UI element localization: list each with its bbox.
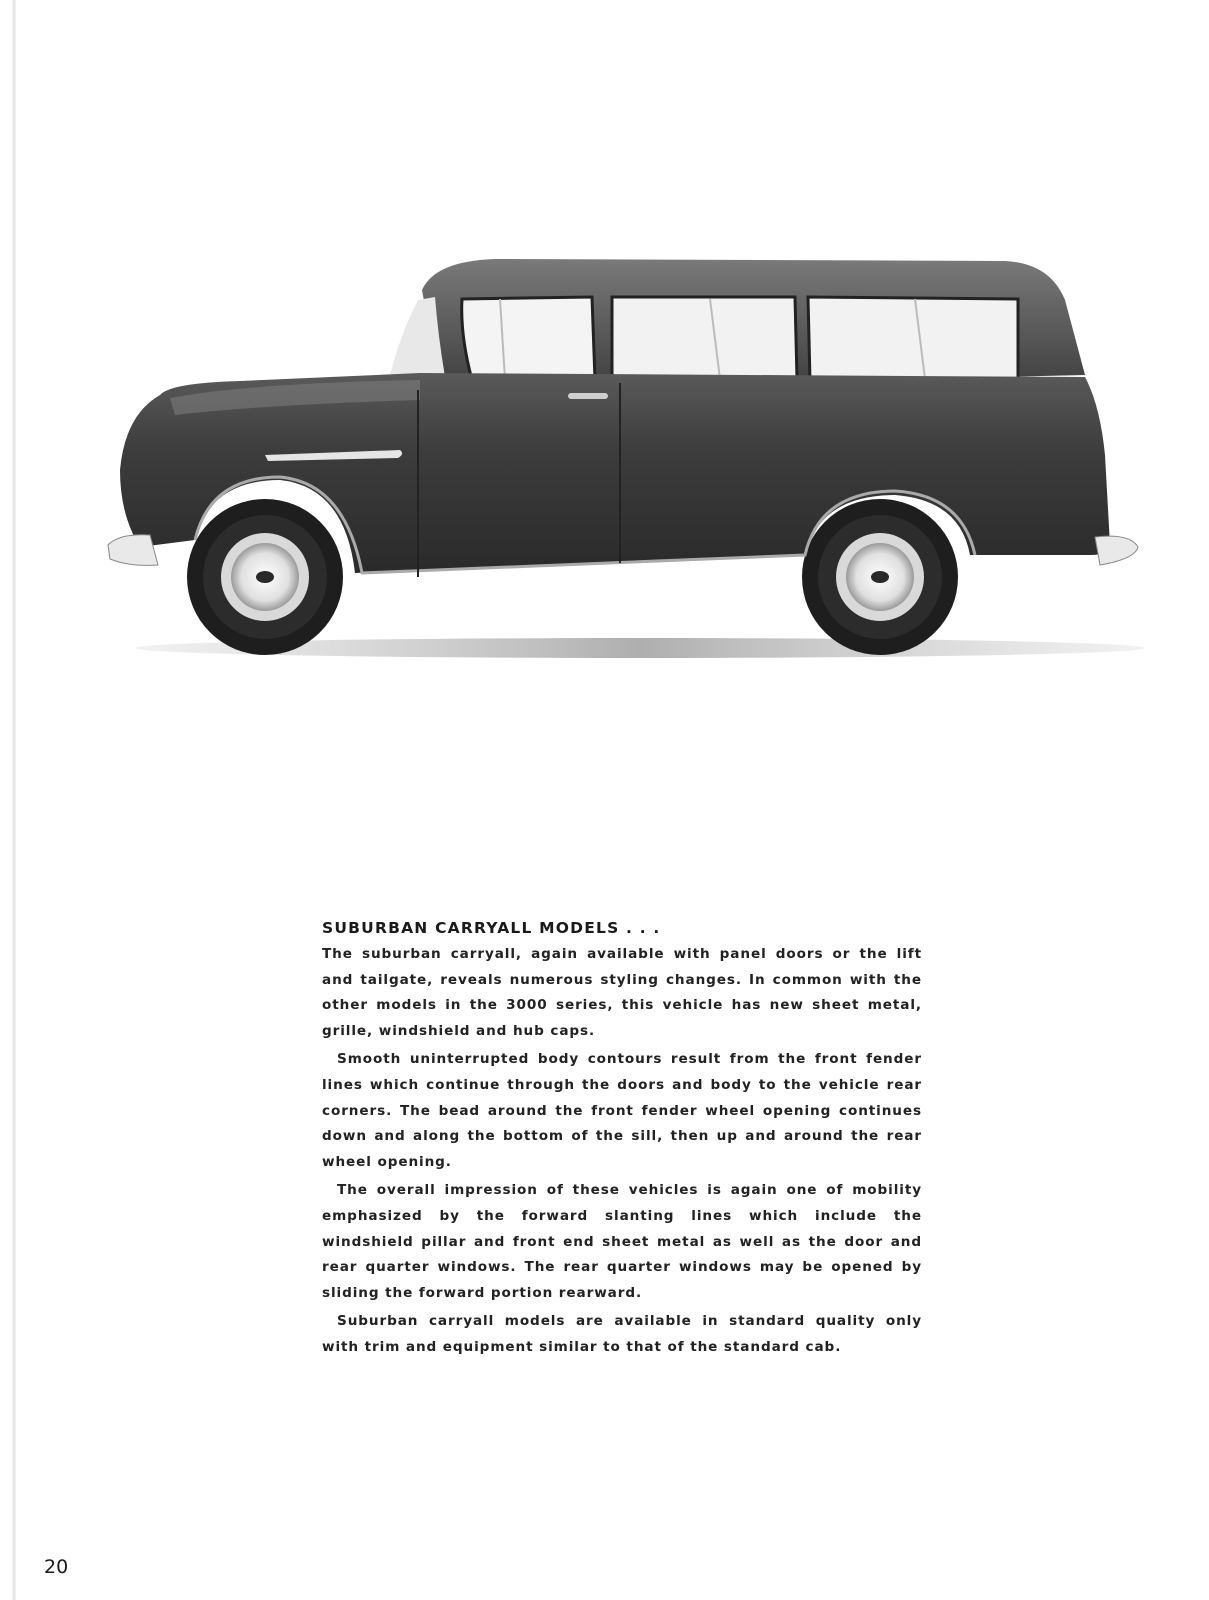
section-heading: SUBURBAN CARRYALL MODELS . . . <box>322 919 661 937</box>
paragraph-3: The overall impression of these vehicles is again one of mobility emphasized by the forward slanting lines which include the windshield pillar and front end sheet metal as well as the door and rear quarter windows. The rear quarter windows may be opened by sliding the forward portion rearward. <box>322 1182 922 1301</box>
paragraph-4: Suburban carryall models are available in standard quality only with trim and equipment similar to that of the standard cab. <box>322 1313 922 1355</box>
front-bumper <box>108 535 158 566</box>
article-body <box>322 918 922 1364</box>
page-number: 20 <box>44 1556 69 1578</box>
front-wheel <box>187 499 343 655</box>
paragraph-1: The suburban carryall, again available with panel doors or the lift and tailgate, reveals numerous styling changes. In common with the other models in the 3000 series, this vehicle has new sheet metal, grille, windshield and hub caps. <box>322 946 922 1039</box>
paragraph-2: Smooth uninterrupted body contours result from the front fender lines which continue through the doors and body to the vehicle rear corners. The bead around the front fender wheel opening continues down and along the bottom of the sill, then up and around the rear wheel opening. <box>322 1051 922 1170</box>
rear-bumper <box>1095 536 1138 565</box>
side-windows <box>390 297 1018 381</box>
rear-wheel <box>802 499 958 655</box>
suburban-carryall-photo <box>100 255 1160 675</box>
